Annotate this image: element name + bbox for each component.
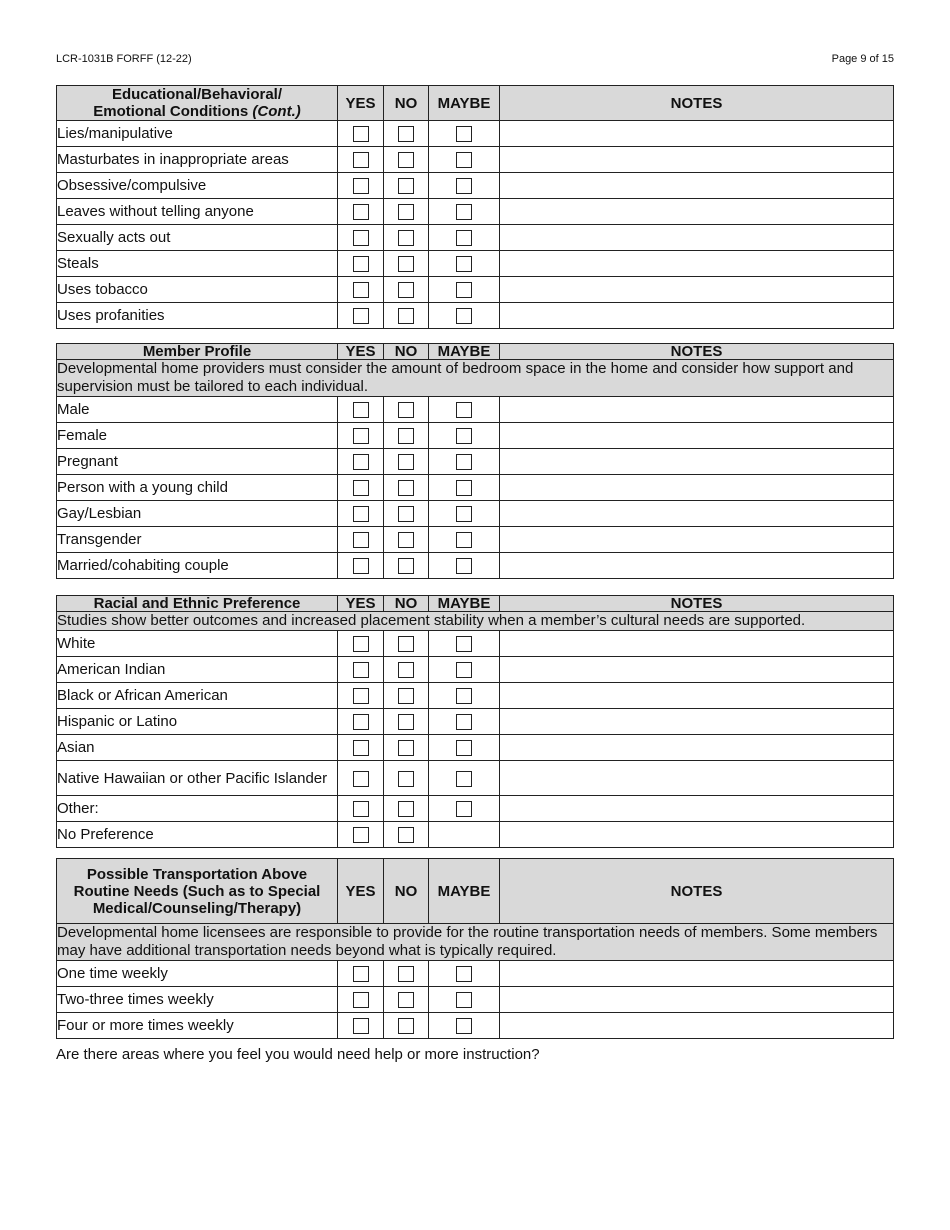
maybe-checkbox[interactable] <box>456 558 472 574</box>
row-label: Married/cohabiting couple <box>57 553 338 579</box>
yes-checkbox[interactable] <box>353 256 369 272</box>
page-number: Page 9 of 15 <box>831 53 894 65</box>
no-checkbox[interactable] <box>398 827 414 843</box>
row-label: Black or African American <box>57 683 338 709</box>
notes-field[interactable] <box>500 796 894 822</box>
row-label: Native Hawaiian or other Pacific Islander <box>57 761 338 796</box>
row-label: Gay/Lesbian <box>57 501 338 527</box>
row-label: Uses tobacco <box>57 277 338 303</box>
col-maybe: MAYBE <box>429 859 500 924</box>
table-row <box>57 449 894 475</box>
table-row <box>57 683 894 709</box>
col-no: NO <box>384 596 429 612</box>
section-intro: Developmental home licensees are responsible to provide for the routine transportation needs of members. Some members may have additional transportation needs beyond what is typically required. <box>57 924 894 961</box>
notes-field[interactable] <box>500 449 894 475</box>
maybe-checkbox[interactable] <box>456 506 472 522</box>
maybe-checkbox[interactable] <box>456 126 472 142</box>
notes-field[interactable] <box>500 553 894 579</box>
maybe-checkbox[interactable] <box>456 178 472 194</box>
no-checkbox[interactable] <box>398 282 414 298</box>
section-title: Possible Transportation Above Routine Needs (Such as to Special Medical/Counseling/Therapy) <box>57 859 338 924</box>
maybe-checkbox[interactable] <box>456 402 472 418</box>
col-notes: NOTES <box>500 86 894 121</box>
yes-checkbox[interactable] <box>353 532 369 548</box>
col-yes: YES <box>338 596 384 612</box>
table-racial-ethnic-preference <box>56 595 894 848</box>
yes-checkbox[interactable] <box>353 308 369 324</box>
row-label: No Preference <box>57 822 338 848</box>
yes-checkbox[interactable] <box>353 636 369 652</box>
yes-checkbox[interactable] <box>353 454 369 470</box>
col-no: NO <box>384 859 429 924</box>
notes-field[interactable] <box>500 199 894 225</box>
table-row <box>57 1013 894 1039</box>
table-row <box>57 735 894 761</box>
no-checkbox[interactable] <box>398 992 414 1008</box>
row-label: Other: <box>57 796 338 822</box>
section-title: Member Profile <box>57 344 338 360</box>
row-label: Obsessive/compulsive <box>57 173 338 199</box>
row-label: Sexually acts out <box>57 225 338 251</box>
no-checkbox[interactable] <box>398 636 414 652</box>
maybe-checkbox[interactable] <box>456 454 472 470</box>
yes-checkbox[interactable] <box>353 688 369 704</box>
row-label: Steals <box>57 251 338 277</box>
no-checkbox[interactable] <box>398 152 414 168</box>
maybe-checkbox[interactable] <box>456 662 472 678</box>
table-member-profile <box>56 343 894 579</box>
table-row <box>57 631 894 657</box>
col-maybe: MAYBE <box>429 596 500 612</box>
no-checkbox[interactable] <box>398 714 414 730</box>
table-row <box>57 397 894 423</box>
col-notes: NOTES <box>500 859 894 924</box>
yes-checkbox[interactable] <box>353 126 369 142</box>
notes-field[interactable] <box>500 987 894 1013</box>
table-row <box>57 657 894 683</box>
maybe-checkbox[interactable] <box>456 428 472 444</box>
col-notes: NOTES <box>500 596 894 612</box>
col-notes: NOTES <box>500 344 894 360</box>
no-checkbox[interactable] <box>398 1018 414 1034</box>
no-checkbox[interactable] <box>398 801 414 817</box>
row-label: Pregnant <box>57 449 338 475</box>
col-maybe: MAYBE <box>429 344 500 360</box>
row-label: Person with a young child <box>57 475 338 501</box>
maybe-checkbox[interactable] <box>456 801 472 817</box>
table-row <box>57 527 894 553</box>
table-row <box>57 761 894 796</box>
yes-checkbox[interactable] <box>353 402 369 418</box>
maybe-checkbox[interactable] <box>456 204 472 220</box>
no-checkbox[interactable] <box>398 558 414 574</box>
table-row <box>57 961 894 987</box>
notes-field[interactable] <box>500 173 894 199</box>
table-row <box>57 475 894 501</box>
table-row <box>57 225 894 251</box>
notes-field[interactable] <box>500 761 894 796</box>
table-row <box>57 199 894 225</box>
col-no: NO <box>384 86 429 121</box>
closing-question: Are there areas where you feel you would need help or more instruction? <box>56 1046 540 1063</box>
yes-checkbox[interactable] <box>353 558 369 574</box>
no-checkbox[interactable] <box>398 204 414 220</box>
notes-field[interactable] <box>500 657 894 683</box>
yes-checkbox[interactable] <box>353 506 369 522</box>
notes-field[interactable] <box>500 527 894 553</box>
row-label: Four or more times weekly <box>57 1013 338 1039</box>
yes-checkbox[interactable] <box>353 178 369 194</box>
notes-field[interactable] <box>500 683 894 709</box>
table-row <box>57 173 894 199</box>
no-checkbox[interactable] <box>398 480 414 496</box>
maybe-checkbox[interactable] <box>456 308 472 324</box>
no-checkbox[interactable] <box>398 688 414 704</box>
no-checkbox[interactable] <box>398 256 414 272</box>
section-intro: Developmental home providers must consider the amount of bedroom space in the home and consider how support and supervision must be tailored to each individual. <box>57 360 894 397</box>
no-checkbox[interactable] <box>398 454 414 470</box>
notes-field[interactable] <box>500 397 894 423</box>
section-title: Educational/Behavioral/ Emotional Conditions (Cont.) <box>57 86 338 121</box>
maybe-checkbox[interactable] <box>456 714 472 730</box>
col-yes: YES <box>338 859 384 924</box>
yes-checkbox[interactable] <box>353 230 369 246</box>
notes-field[interactable] <box>500 709 894 735</box>
table-row <box>57 709 894 735</box>
maybe-checkbox[interactable] <box>456 740 472 756</box>
no-checkbox[interactable] <box>398 740 414 756</box>
maybe-checkbox[interactable] <box>456 1018 472 1034</box>
row-label: One time weekly <box>57 961 338 987</box>
notes-field[interactable] <box>500 961 894 987</box>
notes-field[interactable] <box>500 303 894 329</box>
notes-field[interactable] <box>500 475 894 501</box>
table-row <box>57 147 894 173</box>
no-checkbox[interactable] <box>398 662 414 678</box>
table-row <box>57 423 894 449</box>
no-checkbox[interactable] <box>398 308 414 324</box>
maybe-checkbox[interactable] <box>456 688 472 704</box>
maybe-checkbox[interactable] <box>456 152 472 168</box>
maybe-checkbox[interactable] <box>456 230 472 246</box>
maybe-empty <box>429 822 500 848</box>
row-label: Two-three times weekly <box>57 987 338 1013</box>
notes-field[interactable] <box>500 121 894 147</box>
notes-field[interactable] <box>500 735 894 761</box>
row-label: Asian <box>57 735 338 761</box>
maybe-checkbox[interactable] <box>456 992 472 1008</box>
notes-field[interactable] <box>500 225 894 251</box>
table-row <box>57 251 894 277</box>
maybe-checkbox[interactable] <box>456 282 472 298</box>
no-checkbox[interactable] <box>398 178 414 194</box>
table-row <box>57 277 894 303</box>
yes-checkbox[interactable] <box>353 714 369 730</box>
yes-checkbox[interactable] <box>353 662 369 678</box>
table-row <box>57 987 894 1013</box>
row-label: American Indian <box>57 657 338 683</box>
maybe-checkbox[interactable] <box>456 771 472 787</box>
no-checkbox[interactable] <box>398 532 414 548</box>
notes-field[interactable] <box>500 1013 894 1039</box>
row-label: Transgender <box>57 527 338 553</box>
row-label: Female <box>57 423 338 449</box>
row-label: White <box>57 631 338 657</box>
no-checkbox[interactable] <box>398 966 414 982</box>
yes-checkbox[interactable] <box>353 740 369 756</box>
yes-checkbox[interactable] <box>353 282 369 298</box>
maybe-checkbox[interactable] <box>456 636 472 652</box>
table-row <box>57 796 894 822</box>
yes-checkbox[interactable] <box>353 1018 369 1034</box>
row-label: Male <box>57 397 338 423</box>
notes-field[interactable] <box>500 631 894 657</box>
form-id: LCR-1031B FORFF (12-22) <box>56 53 192 65</box>
table-educational-behavioral <box>56 85 894 329</box>
notes-field[interactable] <box>500 423 894 449</box>
no-checkbox[interactable] <box>398 230 414 246</box>
yes-checkbox[interactable] <box>353 152 369 168</box>
yes-checkbox[interactable] <box>353 966 369 982</box>
yes-checkbox[interactable] <box>353 992 369 1008</box>
table-row <box>57 303 894 329</box>
row-label: Masturbates in inappropriate areas <box>57 147 338 173</box>
notes-field[interactable] <box>500 251 894 277</box>
table-row <box>57 553 894 579</box>
table-row <box>57 121 894 147</box>
maybe-checkbox[interactable] <box>456 480 472 496</box>
maybe-checkbox[interactable] <box>456 256 472 272</box>
maybe-checkbox[interactable] <box>456 532 472 548</box>
table-row <box>57 822 894 848</box>
table-transportation <box>56 858 894 1039</box>
yes-checkbox[interactable] <box>353 827 369 843</box>
section-intro: Studies show better outcomes and increased placement stability when a member’s cultural needs are supported. <box>57 612 894 631</box>
no-checkbox[interactable] <box>398 506 414 522</box>
yes-checkbox[interactable] <box>353 480 369 496</box>
col-no: NO <box>384 344 429 360</box>
section-title: Racial and Ethnic Preference <box>57 596 338 612</box>
yes-checkbox[interactable] <box>353 801 369 817</box>
notes-field[interactable] <box>500 277 894 303</box>
row-label: Uses profanities <box>57 303 338 329</box>
yes-checkbox[interactable] <box>353 204 369 220</box>
yes-checkbox[interactable] <box>353 771 369 787</box>
row-label: Leaves without telling anyone <box>57 199 338 225</box>
table-row <box>57 501 894 527</box>
notes-field[interactable] <box>500 501 894 527</box>
notes-field[interactable] <box>500 822 894 848</box>
col-yes: YES <box>338 86 384 121</box>
row-label: Hispanic or Latino <box>57 709 338 735</box>
no-checkbox[interactable] <box>398 771 414 787</box>
col-maybe: MAYBE <box>429 86 500 121</box>
no-checkbox[interactable] <box>398 428 414 444</box>
notes-field[interactable] <box>500 147 894 173</box>
no-checkbox[interactable] <box>398 126 414 142</box>
maybe-checkbox[interactable] <box>456 966 472 982</box>
row-label: Lies/manipulative <box>57 121 338 147</box>
yes-checkbox[interactable] <box>353 428 369 444</box>
no-checkbox[interactable] <box>398 402 414 418</box>
col-yes: YES <box>338 344 384 360</box>
